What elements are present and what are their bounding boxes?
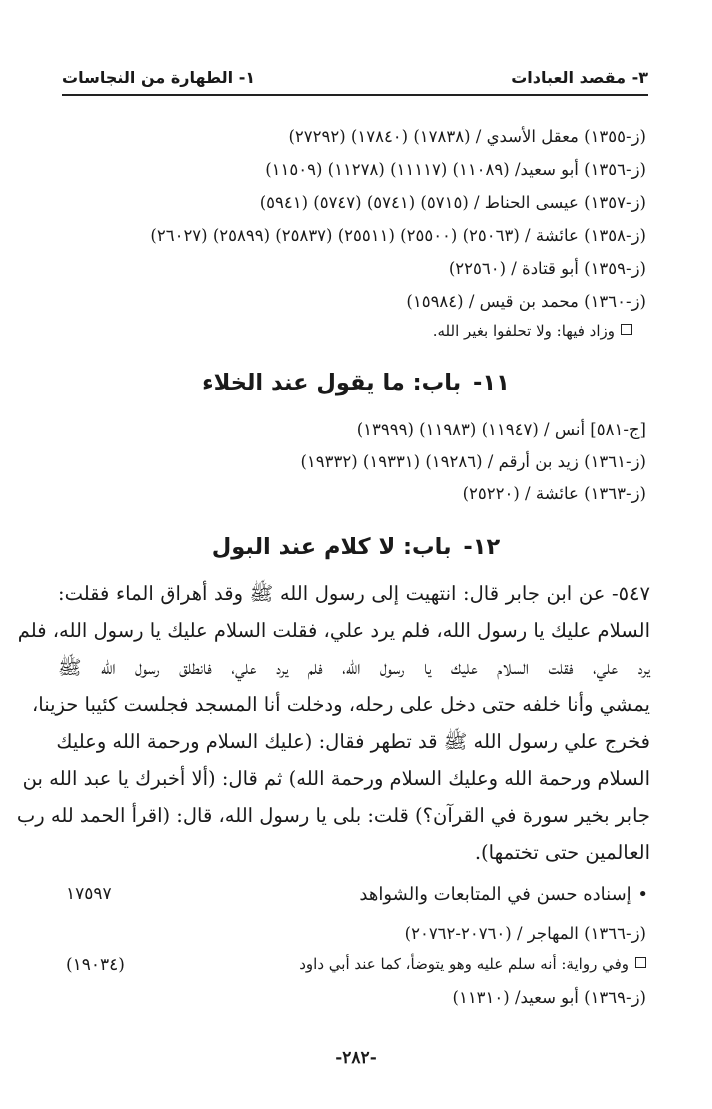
note-number: (١٩٠٣٤) [66,955,125,975]
hadith-line: يرد علي، فقلت السلام عليك يا رسول الله، فلم يرد علي، فانطلق رسول الله ﷺ [58,656,650,679]
hadith-line: فخرج علي رسول الله ﷺ قد تطهر فقال: (عليك السلام ورحمة الله وعليك [56,730,650,753]
hadith-line: جابر بخير سورة في القرآن؟) قلت: بلى يا رسول الله، قال: (اقرأ الحمد لله رب [16,804,650,827]
hadith-line: السلام عليك يا رسول الله، فلم يرد علي، فقلت السلام عليك يا رسول الله، فلم [17,619,650,642]
header-right-title: ٣- مقصد العبادات [511,68,648,87]
note-line [433,322,632,340]
note-text: وفي رواية: أنه سلم عليه وهو يتوضأ، كما عند أبي داود [299,955,629,973]
square-bullet-icon [621,324,632,335]
ref-line: (ز-١٣٦١) زيد بن أرقم / (١٩٢٨٦) (١٩٣٣١) (١٩٣٣٢) [300,452,646,471]
running-header [62,64,648,96]
ref-line: (ز-١٣٥٧) عيسى الحناط / (٥٧١٥) (٥٧٤١) (٥٧٤٧) (٥٩٤١) [259,193,646,212]
section-title: باب: ما يقول عند الخلاء [202,370,462,396]
ref-line: (ز-١٣٦٩) أبو سعيد/ (١١٣١٠) [452,988,646,1007]
note-text: وزاد فيها: ولا تحلفوا بغير الله. [432,322,615,340]
grading-line: • إسناده حسن في المتابعات والشواهد [359,884,648,905]
section-number: ١٢- [463,534,501,560]
hadith-line: السلام ورحمة الله وعليك السلام ورحمة الله) ثم قال: (ألا أخبرك يا عبد الله بن [22,767,650,790]
ref-line: (ز-١٣٦٣) عائشة / (٢٥٢٢٠) [462,484,646,503]
section-heading-11 [0,370,712,396]
header-left-title: ١- الطهارة من النجاسات [62,68,256,87]
ref-line: (ز-١٣٥٦) أبو سعيد/ (١١٠٨٩) (١١١١٧) (١١٢٧٨) (١١٥٠٩) [265,160,646,179]
ref-line: (ز-١٣٦٠) محمد بن قيس / (١٥٩٨٤) [406,292,646,311]
hadith-line: ٥٤٧- عن ابن جابر قال: انتهيت إلى رسول الله ﷺ وقد أهراق الماء فقلت: [58,582,650,605]
ref-line: (ز-١٣٥٩) أبو قتادة / (٢٢٥٦٠) [448,259,646,278]
hadith-line: يمشي وأنا خلفه حتى دخل على رحله، ودخلت أنا المسجد فجلست كئيبا حزينا، [31,693,650,716]
ref-line: (ز-١٣٥٨) عائشة / (٢٥٠٦٣) (٢٥٥٠٠) (٢٥٥١١) (٢٥٨٣٧) (٢٥٨٩٩) (٢٦٠٢٧) [150,226,646,245]
ref-line: [ج-٥٨١] أنس / (١١٩٤٧) (١١٩٨٣) (١٣٩٩٩) [356,420,646,439]
hadith-line: العالمين حتى تختمها). [474,841,650,864]
ref-line: (ز-١٣٥٥) معقل الأسدي / (١٧٨٣٨) (١٧٨٤٠) (٢٧٢٩٢) [288,127,646,146]
grading-number: ١٧٥٩٧ [66,884,112,904]
ref-line: (ز-١٣٦٦) المهاجر / (٢٠٧٦٠-٢٠٧٦٢) [404,924,646,943]
note-line [299,955,646,973]
section-heading-12 [0,534,712,560]
square-bullet-icon [635,957,646,968]
section-number: ١١- [473,370,510,396]
section-title: باب: لا كلام عند البول [211,534,452,560]
page-number: -٢٨٢- [335,1048,377,1068]
